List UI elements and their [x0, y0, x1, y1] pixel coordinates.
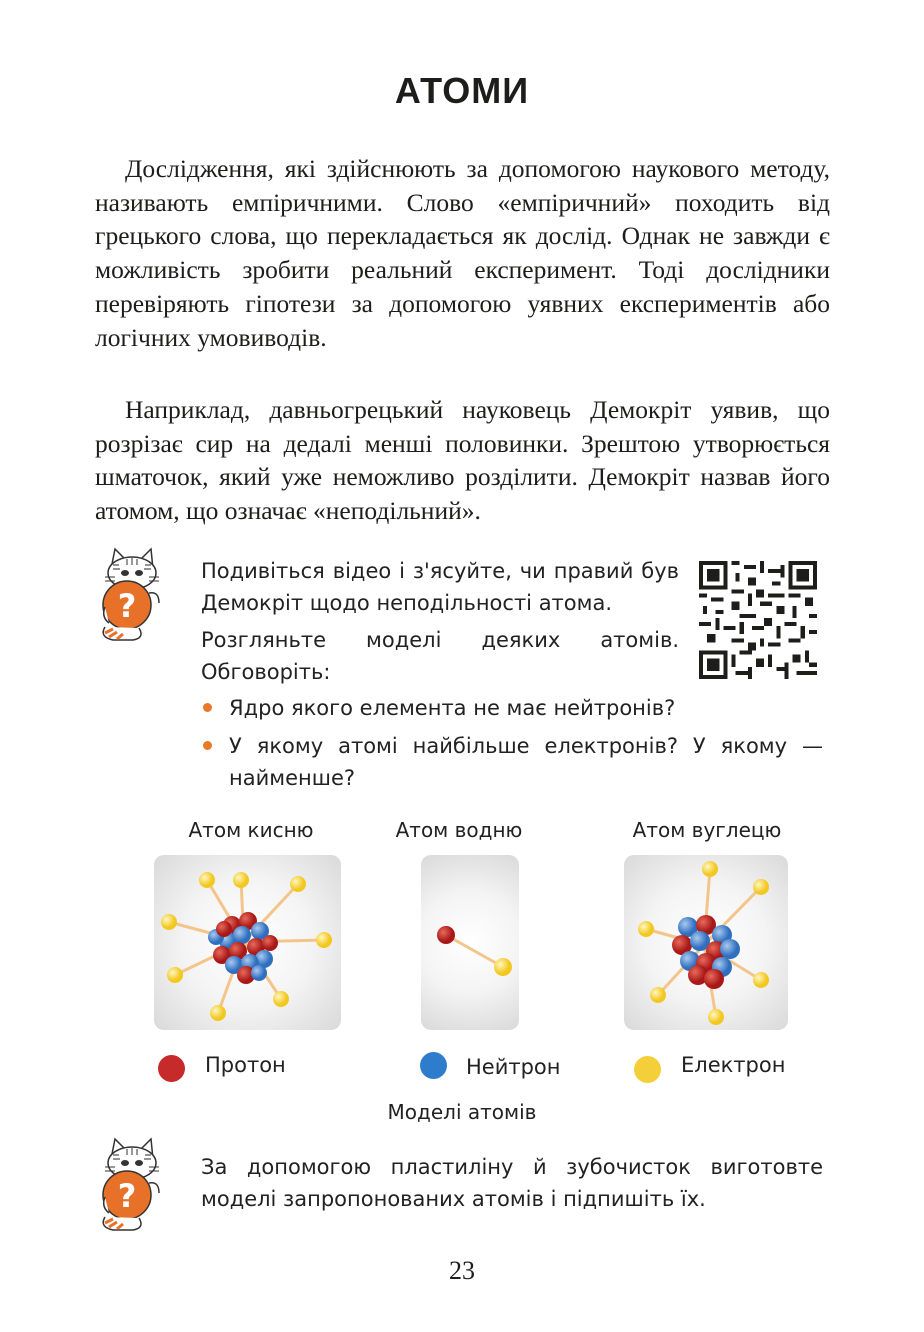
paragraph-empirical: Дослідження, які здійснюють за допомогою наукового методу, називають емпіричними. Слово «емпіричний» походить від грецького слова, що перекладається як дослід. Однак не завжди є можливість зробити реальний експеримент. Тоді дослідники перевіряють гіпотези за допомогою уявних експериментів або логічних умовиводів.	[95, 154, 830, 352]
list-item: У якому атомі найбільше електронів? У якому — найменше?	[201, 730, 823, 794]
paragraph-democritus: Наприклад, давньогрецький науковець Демокріт уявив, що розрізає сир на дедалі менші половинки. Зрештою утворюється шматочок, який уже неможливо розділити. Демокріт назвав його атомом, що означає «неподільний».	[95, 395, 830, 526]
oxygen-atom-diagram	[154, 855, 341, 1030]
page-title: АТОМИ	[394, 70, 530, 111]
neutron-legend-label: Нейтрон	[466, 1055, 561, 1079]
task-watch-video: Подивіться відео і з'ясуйте, чи правий був Демокріт щодо неподільності атома.	[201, 559, 679, 615]
task-discuss: Обговоріть:	[201, 660, 331, 684]
hydrogen-atom-model	[421, 855, 519, 1030]
bullet-icon	[203, 703, 212, 712]
carbon-atom-label: Атом вуглецю	[632, 818, 782, 842]
svg-text:?: ?	[117, 1177, 137, 1215]
list-item: Ядро якого елемента не має нейтронів?	[201, 692, 823, 724]
carbon-atom-diagram	[624, 855, 788, 1030]
oxygen-atom-model	[154, 855, 341, 1030]
figure-caption: Моделі атомів	[387, 1100, 537, 1124]
discussion-questions	[201, 692, 823, 800]
cat-question-icon	[97, 547, 167, 642]
electron-legend-label: Електрон	[681, 1053, 786, 1077]
oxygen-atom-label: Атом кисню	[188, 818, 314, 842]
proton-legend-label: Протон	[205, 1053, 286, 1077]
cat-question-icon	[97, 1137, 167, 1232]
svg-text:?: ?	[117, 587, 137, 625]
carbon-atom-model	[624, 855, 788, 1030]
hydrogen-atom-label: Атом водню	[395, 818, 523, 842]
task-consider-models: Розгляньте моделі деяких атомів.	[201, 628, 679, 652]
hydrogen-atom-diagram	[421, 855, 519, 1030]
bullet-icon	[203, 741, 212, 750]
qr-code-icon[interactable]	[699, 561, 817, 679]
proton-legend-icon	[158, 1055, 185, 1082]
neutron-legend-icon	[420, 1052, 447, 1079]
electron-legend-icon	[634, 1056, 661, 1083]
page-number: 23	[449, 1256, 475, 1285]
task-build-models: За допомогою пластиліну й зубочисток виготовте моделі запропонованих атомів і підпишіть їх.	[201, 1155, 823, 1211]
